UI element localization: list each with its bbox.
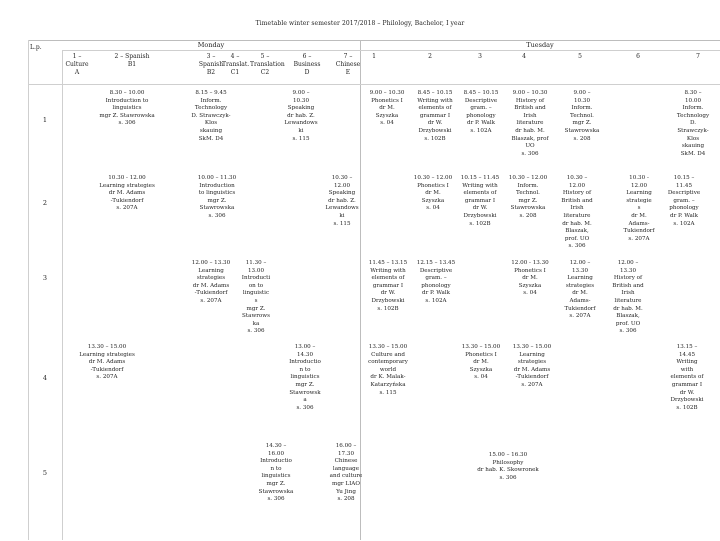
class-cell: 15.00 – 16.30 Philosophy dr hab. K. Skowronek s. 306 bbox=[477, 452, 539, 481]
class-cell: 10.00 – 11.30 Introduction to linguistics mgr Z. Stawrowska s. 306 bbox=[197, 175, 237, 219]
class-cell: 8.30 – 10.00 Inform. Technology D. Strawczyk- Klos skauing SkM. D4 bbox=[676, 90, 710, 157]
row-number: 2 bbox=[42, 199, 48, 207]
class-cell: 9.00 – 10.30 History of British and Irish literature dr hab. M. Blaszak, prof UO s. 306 bbox=[511, 90, 549, 157]
tuesday-col-4: 4 bbox=[522, 53, 526, 60]
class-cell: 12.00 – 13.30 History of British and Irish literature dr hab. M. Blaszak, prof. UO s. 306 bbox=[612, 260, 644, 335]
grid-line bbox=[62, 50, 720, 51]
class-cell: 11.45 – 13.15 Writing with elements of grammar I dr W. Drzybowski s. 102B bbox=[368, 260, 408, 312]
class-cell: 8.45 – 10.15 Descriptive gram. – phonology dr P. Walk s. 102A bbox=[463, 90, 499, 134]
day-monday: Monday bbox=[197, 41, 225, 49]
monday-col-3: 3 – Spanish B2 bbox=[198, 53, 224, 76]
tuesday-col-2: 2 bbox=[428, 53, 432, 60]
class-cell: 9.00 – 10.30 Inform. Technol. mgr Z. Stawrowska s. 208 bbox=[564, 90, 600, 142]
class-cell: 14.30 – 16.00 Introductio n to linguistics mgr Z. Stawrowska s. 306 bbox=[258, 443, 294, 503]
class-cell: 8.15 – 9.45 Inform. Technology D. Strawczyk- Klos skauing SkM. D4 bbox=[191, 90, 231, 142]
class-cell: 10.30 – 12.00 Inform. Technol. mgr Z. Stawrowska s. 208 bbox=[508, 175, 548, 219]
class-cell: 10.15 – 11.45 Writing with elements of grammar I dr W. Drzybowski s. 102B bbox=[460, 175, 500, 227]
day-tuesday: Tuesday bbox=[526, 41, 554, 49]
grid-line bbox=[28, 40, 29, 540]
class-cell: 12.00 – 13.30 Learning strategies dr M. Adams- Tukiendorf s. 207A bbox=[564, 260, 596, 320]
class-cell: 13.30 – 15.00 Culture and contemporary world dr K. Malak- Katarzyńska s. 115 bbox=[368, 344, 408, 396]
class-cell: 13.15 – 14.45 Writing with elements of grammar I dr W. Drzybowski s. 102B bbox=[670, 344, 704, 411]
monday-col-5: 5 – Translation C2 bbox=[250, 53, 285, 76]
row-number: 1 bbox=[42, 116, 48, 124]
tuesday-col-3: 3 bbox=[478, 53, 482, 60]
class-cell: 12.15 – 13.45 Descriptive gram. – phonology dr P. Walk s. 102A bbox=[416, 260, 456, 304]
lp-header: L.p. bbox=[30, 44, 42, 51]
class-cell: 10.30 - 12.00 Learning strategie s dr M. Adams- Tukiendorf s. 207A bbox=[623, 175, 655, 242]
class-cell: 9.00 – 10.30 Speaking dr hab. Z. Lewandows ki s. 115 bbox=[284, 90, 318, 142]
monday-col-4: 4 – Translat. C1 bbox=[222, 53, 250, 76]
tuesday-col-5: 5 bbox=[578, 53, 582, 60]
class-cell: 10.30 – 12.00 History of British and Irish literature dr hab. M. Blaszak, prof. UO s. 306 bbox=[561, 175, 593, 250]
class-cell: 12.00 – 13.30 Learning strategies dr M. Adams -Tukiendorf s. 207A bbox=[191, 260, 231, 304]
class-cell: 8.30 – 10.00 Introduction to linguistics mgr Z. Stawrowska s. 306 bbox=[99, 90, 155, 127]
class-cell: 13.30 – 15.00 Learning strategies dr M. Adams -Tukiendorf s. 207A bbox=[79, 344, 135, 381]
grid-line bbox=[28, 84, 720, 85]
class-cell: 13.30 – 15.00 Learning strategies dr M. Adams -Tukiendorf s. 207A bbox=[512, 344, 552, 388]
tuesday-col-6: 6 bbox=[636, 53, 640, 60]
grid-line bbox=[62, 50, 63, 540]
row-number: 3 bbox=[42, 274, 48, 282]
class-cell: 12.00 - 13.30 Phonetics I dr M. Szyszka s. 04 bbox=[511, 260, 549, 297]
monday-col-7: 7 – Chinese E bbox=[335, 53, 361, 76]
class-cell: 10.30 – 12.00 Phonetics I dr M. Szyszka s. 04 bbox=[413, 175, 453, 212]
class-cell: 10.30 – 12.00 Speaking dr hab. Z. Lewandows ki s. 115 bbox=[325, 175, 359, 227]
monday-col-2: 2 – Spanish B1 bbox=[114, 53, 150, 68]
monday-col-6: 6 – Business D bbox=[293, 53, 321, 76]
row-number: 5 bbox=[42, 469, 48, 477]
row-number: 4 bbox=[42, 374, 48, 382]
tuesday-col-7: 7 bbox=[696, 53, 700, 60]
class-cell: 10.15 – 11.45 Descriptive gram. – phonology dr P. Walk s. 102A bbox=[667, 175, 701, 227]
class-cell: 11.30 – 13.00 Introducti on to linguistic s mgr Z. Stawrows ka s. 306 bbox=[241, 260, 271, 335]
tuesday-col-1: 1 bbox=[372, 53, 376, 60]
class-cell: 13.30 – 15.00 Phonetics I dr M. Szyszka s. 04 bbox=[461, 344, 501, 381]
monday-col-1: 1 – Culture A bbox=[65, 53, 89, 76]
class-cell: 10.30 - 12.00 Learning strategies dr M. Adams -Tukiendorf s. 207A bbox=[99, 175, 155, 212]
timetable-title: Timetable winter semester 2017/2018 – Philology, Bachelor, I year bbox=[255, 20, 465, 27]
class-cell: 9.00 – 10.30 Phonetics I dr M. Szyszka s. 04 bbox=[369, 90, 405, 127]
class-cell: 13.00 – 14.30 Introductio n to linguistics mgr Z. Stawrowsk a s. 306 bbox=[289, 344, 321, 411]
class-cell: 16.00 – 17.30 Chinese language and culture mgr LIAO Yu Jing s. 208 bbox=[329, 443, 363, 503]
class-cell: 8.45 – 10.15 Writing with elements of grammar I dr W. Drzybowski s. 102B bbox=[417, 90, 453, 142]
